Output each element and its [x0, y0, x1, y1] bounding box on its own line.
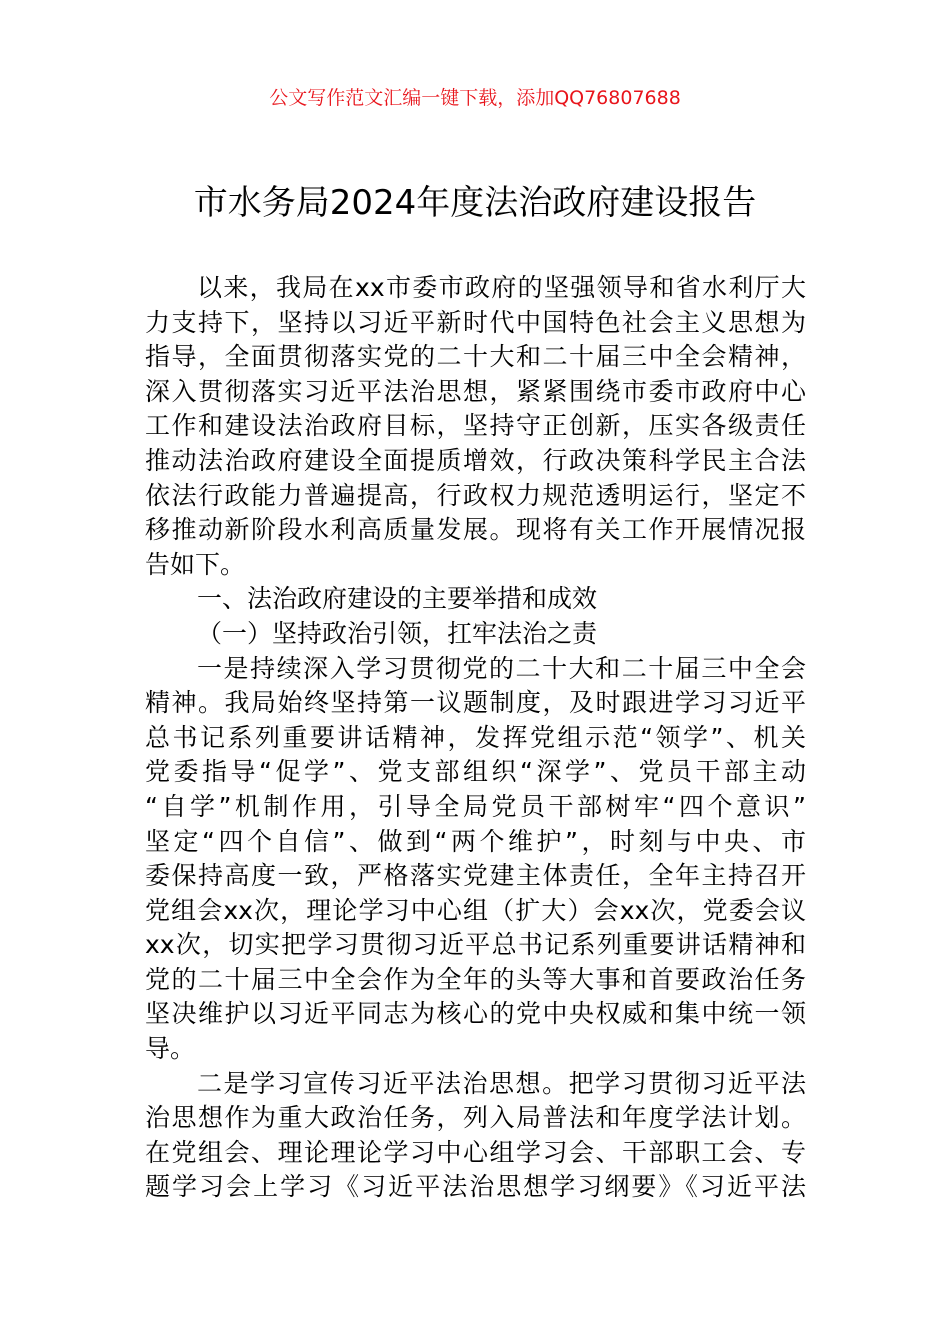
text-line: 精神。我局始终坚持第一议题制度，及时跟进学习习近平 [145, 688, 806, 718]
text-line: 推动法治政府建设全面提质增效，行政决策科学民主合法 [145, 445, 806, 475]
document-title: 市水务局2024年度法治政府建设报告 [193, 183, 757, 223]
text-line: “自学”机制作用，引导全局党员干部树牢“四个意识” [145, 791, 806, 821]
text-line: 工作和建设法治政府目标，坚持守正创新，压实各级责任 [145, 411, 806, 441]
document-body [145, 271, 806, 1205]
paragraph [145, 271, 806, 582]
text-line: 移推动新阶段水利高质量发展。现将有关工作开展情况报 [145, 515, 806, 545]
text-line: 坚决维护以习近平同志为核心的党中央权威和集中统一领 [145, 999, 806, 1029]
text-line: 治思想作为重大政治任务，列入局普法和年度学法计划。 [145, 1103, 806, 1133]
text-line: 题学习会上学习《习近平法治思想学习纲要》《习近平法 [145, 1172, 806, 1202]
text-line: 党组会xx次，理论学习中心组（扩大）会xx次，党委会议 [145, 895, 806, 925]
text-line: 指导，全面贯彻落实党的二十大和二十届三中全会精神， [145, 342, 806, 372]
text-line: 深入贯彻落实习近平法治思想，紧紧围绕市委市政府中心 [145, 376, 806, 406]
paragraph [145, 652, 806, 1067]
paragraph [145, 1067, 806, 1205]
paragraph [145, 617, 806, 652]
text-line: 二是学习宣传习近平法治思想。把学习贯彻习近平法 [197, 1068, 806, 1098]
text-line: 依法行政能力普遍提高，行政权力规范透明运行，坚定不 [145, 480, 806, 510]
watermark-banner: 公文写作范文汇编一键下载，添加QQ76807688 [269, 87, 681, 109]
text-line: 党委指导“促学”、党支部组织“深学”、党员干部主动 [145, 757, 806, 787]
text-line: 委保持高度一致，严格落实党建主体责任，全年主持召开 [145, 861, 806, 891]
text-line: 总书记系列重要讲话精神，发挥党组示范“领学”、机关 [145, 722, 806, 752]
text-line: 以来，我局在xx市委市政府的坚强领导和省水利厅大 [197, 273, 806, 302]
paragraph [145, 582, 806, 617]
text-line: 一是持续深入学习贯彻党的二十大和二十届三中全会 [197, 653, 806, 683]
text-line: 一、法治政府建设的主要举措和成效 [197, 584, 598, 614]
text-line: xx次，切实把学习贯彻习近平总书记系列重要讲话精神和 [145, 930, 806, 960]
text-line: 在党组会、理论理论学习中心组学习会、干部职工会、专 [145, 1137, 806, 1167]
text-line: 告如下。 [145, 549, 246, 579]
text-line: 党的二十届三中全会作为全年的头等大事和首要政治任务 [145, 964, 806, 994]
text-line: 导。 [145, 1034, 196, 1064]
text-line: （一）坚持政治引领，扛牢法治之责 [197, 618, 598, 648]
text-line: 力支持下，坚持以习近平新时代中国特色社会主义思想为 [145, 307, 806, 337]
text-line: 坚定“四个自信”、做到“两个维护”，时刻与中央、市 [145, 826, 806, 856]
